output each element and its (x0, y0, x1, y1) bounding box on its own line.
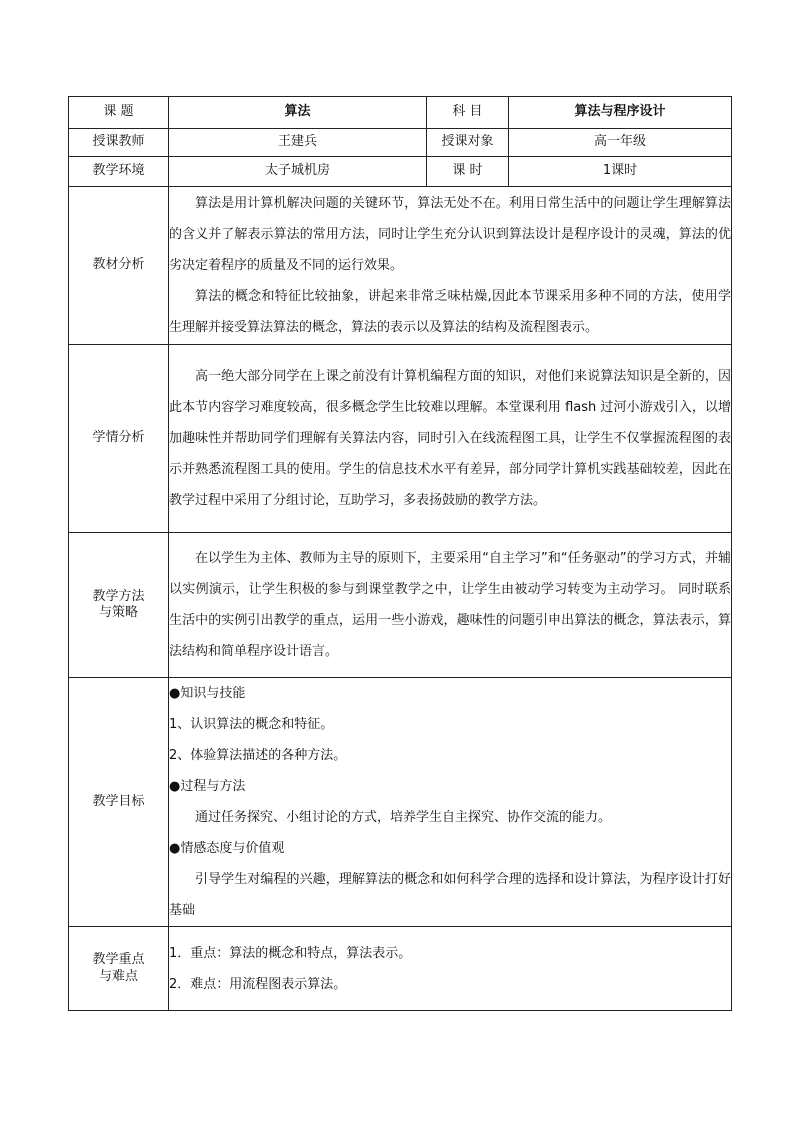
material-label: 教材分析 (69, 187, 169, 345)
material-paragraph-1: 算法是用计算机解决问题的关键环节，算法无处不在。利用日常生活中的问题让学生理解算法的含义并了解表示算法的常用方法，同时让学生充分认识到算法设计是程序设计的灵魂，算法的优劣决定着程序的质量及不同的运行效果。 (169, 196, 731, 273)
row-material-analysis (69, 187, 732, 345)
goals-item-3: 通过任务探究、小组讨论的方式，培养学生自主探究、协作交流的能力。 (195, 810, 612, 825)
focus-item-difficulty: 2．难点：用流程图表示算法。 (169, 976, 347, 992)
hours-label: 课 时 (427, 157, 509, 187)
subject-label: 课 题 (69, 97, 169, 129)
goals-heading-knowledge: ●知识与技能 (169, 686, 246, 701)
goals-item-4: 引导学生对编程的兴趣，理解算法的概念和如何科学合理的选择和设计算法，为程序设计打好基础 (169, 872, 731, 918)
students-label: 学情分析 (69, 345, 169, 533)
environment-label: 教学环境 (69, 157, 169, 187)
strategy-label-line-1: 教学方法 (92, 588, 145, 604)
teacher-value: 王建兵 (169, 129, 427, 157)
strategy-paragraph: 在以学生为主体、教师为主导的原则下，主要采用“自主学习”和“任务驱动”的学习方式，并辅以实例演示，让学生积极的参与到课堂教学之中，让学生由被动学习转变为主动学习。 同时联系生活中的实例引出教学的重点，运用一些小游戏，趣味性的问题引申出算法的概念，算法表示，算法结构和简单程序设计语言。 (169, 551, 731, 659)
students-content (169, 345, 732, 533)
goals-label: 教学目标 (69, 678, 169, 927)
strategy-label (69, 533, 169, 678)
material-content (169, 187, 732, 345)
row-teacher (69, 129, 732, 157)
row-key-points (69, 927, 732, 1011)
row-student-analysis (69, 345, 732, 533)
goals-item-2: 2、体验算法描述的各种方法。 (169, 748, 347, 763)
lesson-plan-table (68, 96, 732, 1011)
material-paragraph-2: 算法的概念和特征比较抽象，讲起来非常乏味枯燥,因此本节课采用多种不同的方法，使用学生理解并接受算法算法的概念，算法的表示以及算法的结构及流程图表示。 (169, 289, 731, 335)
focus-item-key: 1．重点：算法的概念和特点，算法表示。 (169, 945, 412, 961)
row-teaching-strategy (69, 533, 732, 678)
goals-item-1: 1、认识算法的概念和特征。 (169, 717, 334, 732)
environment-value: 太子城机房 (169, 157, 427, 187)
focus-label (69, 927, 169, 1011)
row-teaching-goals (69, 678, 732, 927)
strategy-content (169, 533, 732, 678)
goals-heading-attitude: ●情感态度与价值观 (169, 841, 285, 856)
audience-label: 授课对象 (427, 129, 509, 157)
course-label: 科 目 (427, 97, 509, 129)
lesson-plan-sheet (68, 96, 731, 1011)
audience-value: 高一年级 (509, 129, 732, 157)
students-paragraph: 高一绝大部分同学在上课之前没有计算机编程方面的知识，对他们来说算法知识是全新的，因此本节内容学习难度较高，很多概念学生比较难以理解。本堂课利用 flash 过河小游戏引入，以增加趣味性并帮助同学们理解有关算法内容，同时引入在线流程图工具，让学生不仅掌握流程图的表示并熟悉流程图工具的使用。学生的信息技术水平有差异，部分同学计算机实践基础较差，因此在教学过程中采用了分组讨论，互助学习，多表扬鼓励的教学方法。 (169, 369, 731, 508)
focus-content (169, 927, 732, 1011)
hours-value: 1课时 (509, 157, 732, 187)
teacher-label: 授课教师 (69, 129, 169, 157)
strategy-label-line-2: 与策略 (98, 605, 138, 620)
row-subject (69, 97, 732, 129)
course-value: 算法与程序设计 (509, 97, 732, 129)
subject-value: 算法 (169, 97, 427, 129)
focus-label-line-2: 与难点 (98, 968, 138, 984)
row-environment (69, 157, 732, 187)
focus-label-line-1: 教学重点 (92, 952, 145, 968)
goals-heading-process: ●过程与方法 (169, 779, 246, 794)
goals-content (169, 678, 732, 927)
